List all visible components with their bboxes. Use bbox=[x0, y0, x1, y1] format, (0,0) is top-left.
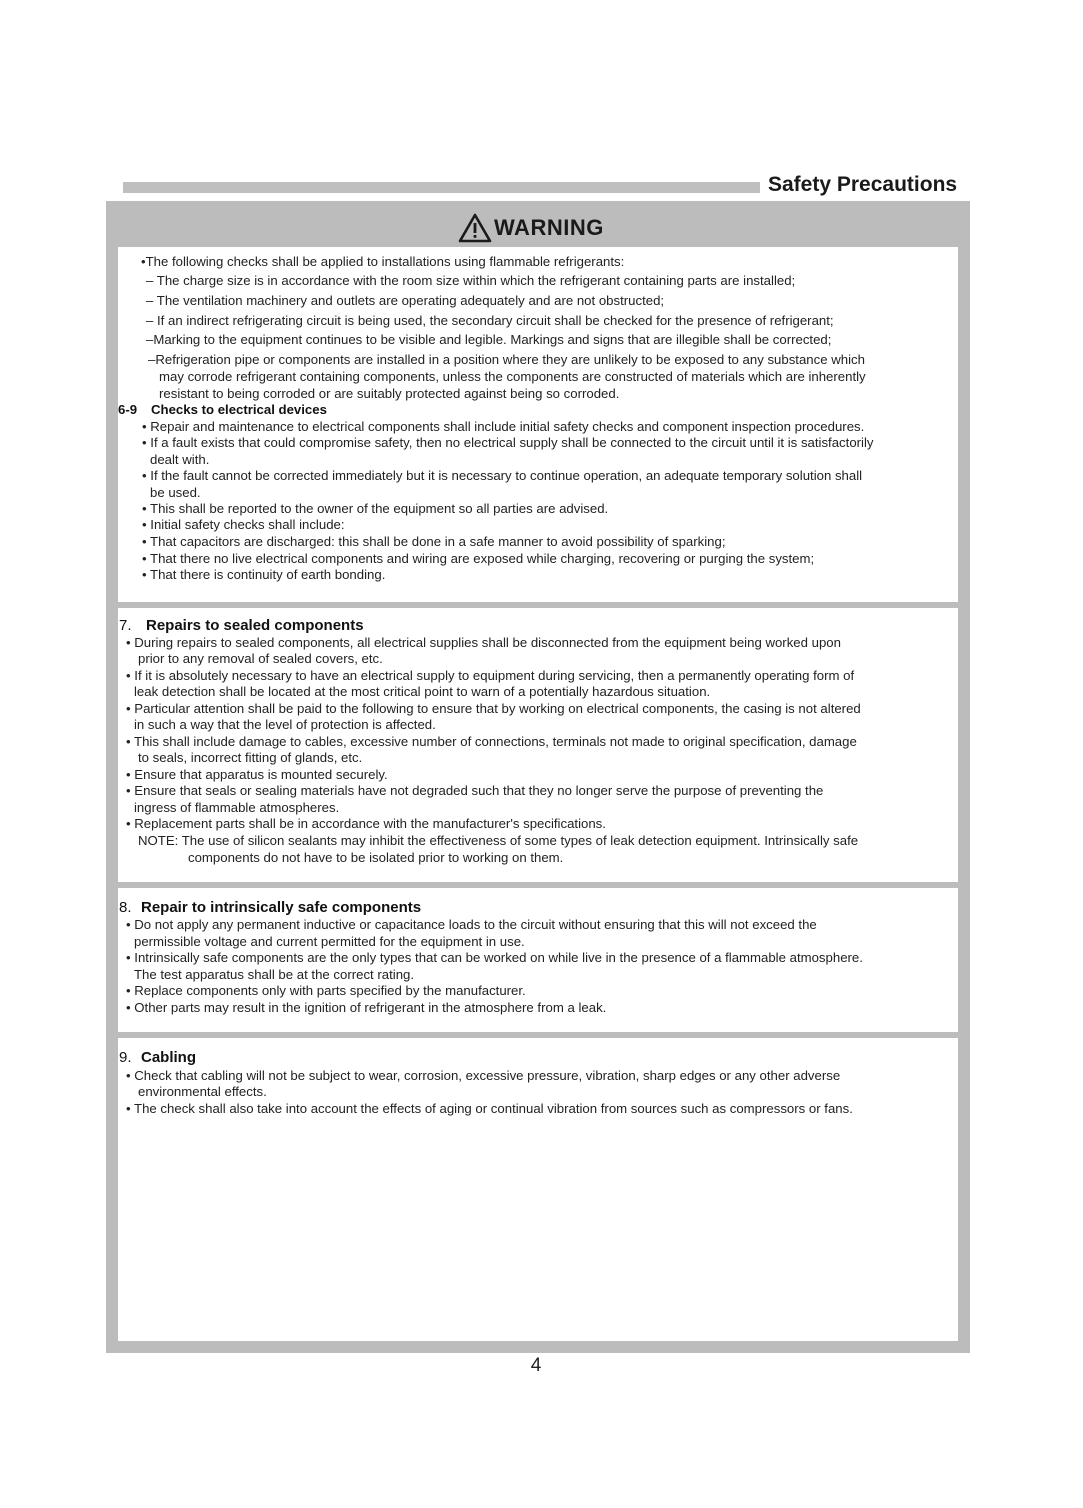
section8-heading: Repair to intrinsically safe components bbox=[141, 899, 422, 916]
section8-line: • Other parts may result in the ignition of refrigerant in the atmosphere from a leak. bbox=[126, 1000, 607, 1015]
section7-note: components do not have to be isolated prior to working on them. bbox=[188, 850, 564, 865]
section8-line: The test apparatus shall be at the correct rating. bbox=[134, 967, 415, 982]
section6-item: –Refrigeration pipe or components are installed in a position where they are unlikely to be exposed to any substance which bbox=[148, 352, 865, 367]
section6-item: – The charge size is in accordance with the room size within which the refrigerant containing parts are installed; bbox=[146, 273, 796, 288]
section6-sub-item: • This shall be reported to the owner of the equipment so all parties are advised. bbox=[142, 501, 609, 516]
section6-sub-item: • That there is continuity of earth bonding. bbox=[142, 567, 386, 582]
section7-number bbox=[119, 617, 132, 635]
section7-line: • During repairs to sealed components, all electrical supplies shall be disconnected from the equipment being worked upon bbox=[126, 635, 841, 650]
section9-number bbox=[119, 1049, 132, 1067]
section7-line: to seals, incorrect fitting of glands, etc. bbox=[138, 750, 363, 765]
section9-line: • Check that cabling will not be subject to wear, corrosion, excessive pressure, vibration, sharp edges or any other adverse bbox=[126, 1068, 841, 1083]
section6-sub-item: be used. bbox=[150, 485, 201, 500]
subsection-number: 6-9 bbox=[118, 402, 138, 417]
warning-heading bbox=[458, 213, 604, 243]
section6-item: – The ventilation machinery and outlets are operating adequately and are not obstructed; bbox=[146, 293, 665, 308]
section6-sub-item: • Repair and maintenance to electrical components shall include initial safety checks and component inspection procedures. bbox=[142, 419, 865, 434]
section8-line: • Replace components only with parts specified by the manufacturer. bbox=[126, 983, 526, 998]
section8-number bbox=[119, 899, 132, 917]
section9-line: environmental effects. bbox=[138, 1084, 267, 1099]
warning-title: WARNING bbox=[494, 215, 604, 240]
section6-sub-item: • Initial safety checks shall include: bbox=[142, 517, 345, 532]
section6-item: – If an indirect refrigerating circuit is being used, the secondary circuit shall be checked for the presence of refrigerant; bbox=[146, 313, 834, 328]
section-number: 8. bbox=[119, 899, 132, 916]
warning-triangle-icon bbox=[458, 213, 492, 243]
section6-item: may corrode refrigerant containing components, unless the components are constructed of materials which are inherently bbox=[159, 369, 866, 384]
section-number: 9. bbox=[119, 1049, 132, 1066]
section8-line: • Intrinsically safe components are the only types that can be worked on while live in the presence of a flammable atmosphere. bbox=[126, 950, 863, 965]
section8-line: permissible voltage and current permitted for the equipment in use. bbox=[134, 934, 525, 949]
page-number: 4 bbox=[530, 1355, 542, 1376]
section6-sub-item: • If the fault cannot be corrected immediately but it is necessary to continue operation, an adequate temporary solution shall bbox=[142, 468, 863, 483]
subsection-heading: Checks to electrical devices bbox=[151, 402, 327, 417]
section6-sub-item: • That there no live electrical components and wiring are exposed while charging, recovering or purging the system; bbox=[142, 551, 815, 566]
section6-sub-item: • That capacitors are discharged: this shall be done in a safe manner to avoid possibility of sparking; bbox=[142, 534, 726, 549]
section6-item: –Marking to the equipment continues to be visible and legible. Markings and signs that are illegible shall be corrected; bbox=[146, 332, 832, 347]
section7-line: • This shall include damage to cables, excessive number of connections, terminals not made to original specification, damage bbox=[126, 734, 857, 749]
section7-line: • Replacement parts shall be in accordance with the manufacturer's specifications. bbox=[126, 816, 606, 831]
section7-line: prior to any removal of sealed covers, etc. bbox=[138, 651, 383, 666]
section6-sub-item: dealt with. bbox=[150, 452, 210, 467]
section9-line: • The check shall also take into account the effects of aging or continual vibration from sources such as compressors or fans. bbox=[126, 1101, 853, 1116]
section6-sub-item: • If a fault exists that could compromise safety, then no electrical supply shall be connected to the circuit until it is satisfactorily bbox=[142, 435, 874, 450]
section7-line: leak detection shall be located at the most critical point to warn of a potentially hazardous situation. bbox=[134, 684, 711, 699]
section7-line: ingress of flammable atmospheres. bbox=[134, 800, 340, 815]
section-number: 7. bbox=[119, 617, 132, 634]
page-title: Safety Precautions bbox=[768, 173, 958, 196]
section7-line: • If it is absolutely necessary to have an electrical supply to equipment during servicing, then a permanently operating form of bbox=[126, 668, 855, 683]
section7-line: • Particular attention shall be paid to the following to ensure that by working on electrical components, the casing is not altered bbox=[126, 701, 861, 716]
section6-item: resistant to being corroded or are suitably protected against being so corroded. bbox=[159, 386, 620, 401]
section8-line: • Do not apply any permanent inductive or capacitance loads to the circuit without ensuring that this will not exceed the bbox=[126, 917, 817, 932]
section7-heading: Repairs to sealed components bbox=[146, 617, 364, 634]
section7-line: • Ensure that seals or sealing materials have not degraded such that they no longer serve the purpose of preventing the bbox=[126, 783, 824, 798]
section7-line: in such a way that the level of protection is affected. bbox=[134, 717, 436, 732]
section7-note: NOTE: The use of silicon sealants may inhibit the effectiveness of some types of leak detection equipment. Intrinsically safe bbox=[138, 833, 859, 848]
section6-intro: •The following checks shall be applied to installations using flammable refrigerants: bbox=[141, 254, 625, 269]
section9-heading: Cabling bbox=[141, 1049, 196, 1066]
header-bar bbox=[123, 182, 760, 193]
section7-line: • Ensure that apparatus is mounted securely. bbox=[126, 767, 388, 782]
